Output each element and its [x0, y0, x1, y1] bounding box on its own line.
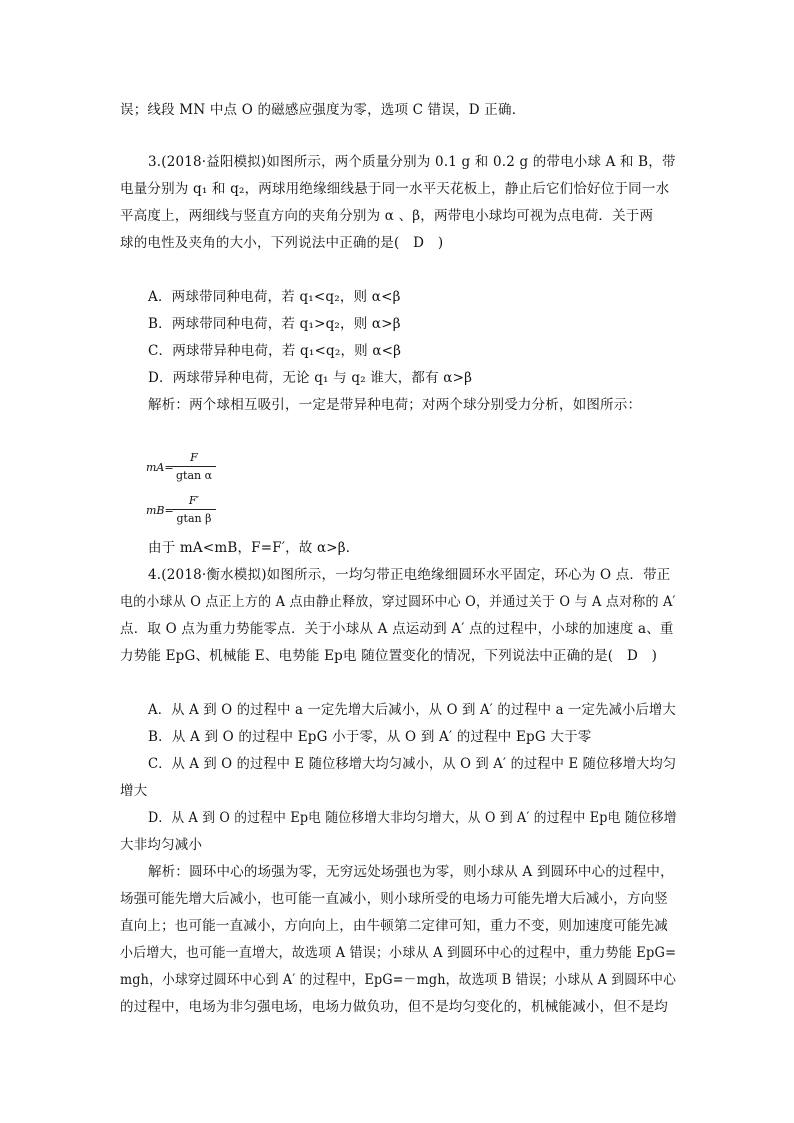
analysis-4-line-2: 场强可能先增大后减小，也可能一直减小，则小球所受的电场力可能先增大后减小，方向竖	[120, 891, 668, 907]
question-4-line-3: 点．取 O 点为重力势能零点．关于小球从 A 点运动到 A′ 点的过程中，小球的加速度 a、重	[120, 621, 674, 637]
text-line-1: 误；线段 MN 中点 O 的磁感应强度为零，选项 C 错误，D 正确．	[120, 102, 526, 118]
option-4d-line-2: 大非均匀减小	[120, 837, 203, 853]
question-4-line-1: 4.(2018·衡水模拟)如图所示，一均匀带正电绝缘细圆环水平固定，环心为 O 点．带正	[148, 567, 671, 583]
analysis-3-conclusion: 由于 mA<mB，F=F′，故 α>β．	[148, 540, 360, 556]
analysis-4-line-5: mgh，小球穿过圆环中心到 A′ 的过程中，EpG=－mgh，故选项 B 错误；小球从 A 到圆环中心	[120, 972, 677, 988]
formula-mb-denominator: gtan β	[176, 512, 212, 525]
formula-ma-lhs: mA=	[146, 461, 174, 474]
question-3-line-2: 电量分别为 q₁ 和 q₂，两球用绝缘细线悬于同一水平天花板上，静止后它们恰好位于同一水	[120, 181, 670, 197]
analysis-4-line-3: 直向上；也可能一直减小，方向向上，由牛顿第二定律可知，重力不变，则加速度可能先减	[120, 918, 668, 934]
formula-mb-numerator: F′	[188, 494, 200, 507]
fraction-bar	[172, 466, 216, 467]
option-3d: D．两球带异种电荷，无论 q₁ 与 q₂ 谁大，都有 α>β	[148, 370, 473, 386]
analysis-4-line-6: 的过程中，电场为非匀强电场，电场力做负功，但不是均匀变化的，机械能减小，但不是均	[120, 999, 668, 1015]
analysis-4-line-4: 小后增大，也可能一直增大，故选项 A 错误；小球从 A 到圆环中心的过程中，重力势能 EpG=	[120, 945, 677, 961]
question-3-line-4: 球的电性及夹角的大小，下列说法中正确的是( D )	[120, 235, 444, 251]
formula-mb-lhs: mB=	[146, 504, 174, 517]
fraction-bar	[172, 509, 216, 510]
question-4-line-2: 电的小球从 O 点正上方的 A 点由静止释放，穿过圆环中心 O，并通过关于 O 与 A 点对称的 A′	[120, 594, 676, 610]
option-4c-line-1: C．从 A 到 O 的过程中 E 随位移增大均匀减小，从 O 到 A′ 的过程中 E 随位移增大均匀	[148, 756, 677, 772]
analysis-4-line-1: 解析：圆环中心的场强为零，无穷远处场强也为零，则小球从 A 到圆环中心的过程中，	[148, 864, 674, 880]
option-3c: C．两球带异种电荷，若 q₁<q₂，则 α<β	[148, 343, 402, 359]
option-3b: B．两球带同种电荷，若 q₁>q₂，则 α>β	[148, 316, 401, 332]
question-4-line-4: 力势能 EpG、机械能 E、电势能 Ep电 随位置变化的情况，下列说法中正确的是( D )	[120, 648, 658, 664]
formula-ma	[146, 451, 226, 485]
analysis-3-line-1: 解析：两个球相互吸引，一定是带异种电荷；对两个球分别受力分析，如图所示：	[148, 397, 642, 413]
question-3-line-3: 平高度上，两细线与竖直方向的夹角分别为 α 、β，两带电小球均可视为点电荷．关于两	[120, 208, 654, 224]
option-4b: B．从 A 到 O 的过程中 EpG 小于零，从 O 到 A′ 的过程中 EpG 大于零	[148, 729, 592, 745]
option-4c-line-2: 增大	[120, 783, 148, 799]
question-3-line-1: 3.(2018·益阳模拟)如图所示，两个质量分别为 0.1 g 和 0.2 g 的带电小球 A 和 B，带	[148, 154, 676, 170]
option-4a: A．从 A 到 O 的过程中 a 一定先增大后减小，从 O 到 A′ 的过程中 a 一定先减小后增大	[148, 702, 676, 718]
formula-ma-denominator: gtan α	[175, 469, 213, 482]
option-4d-line-1: D．从 A 到 O 的过程中 Ep电 随位移增大非均匀增大，从 O 到 A′ 的过程中 Ep电 随位移增	[148, 810, 677, 826]
option-3a: A．两球带同种电荷，若 q₁<q₂，则 α<β	[148, 289, 401, 305]
formula-ma-numerator: F	[190, 451, 198, 464]
formula-mb	[146, 494, 226, 528]
